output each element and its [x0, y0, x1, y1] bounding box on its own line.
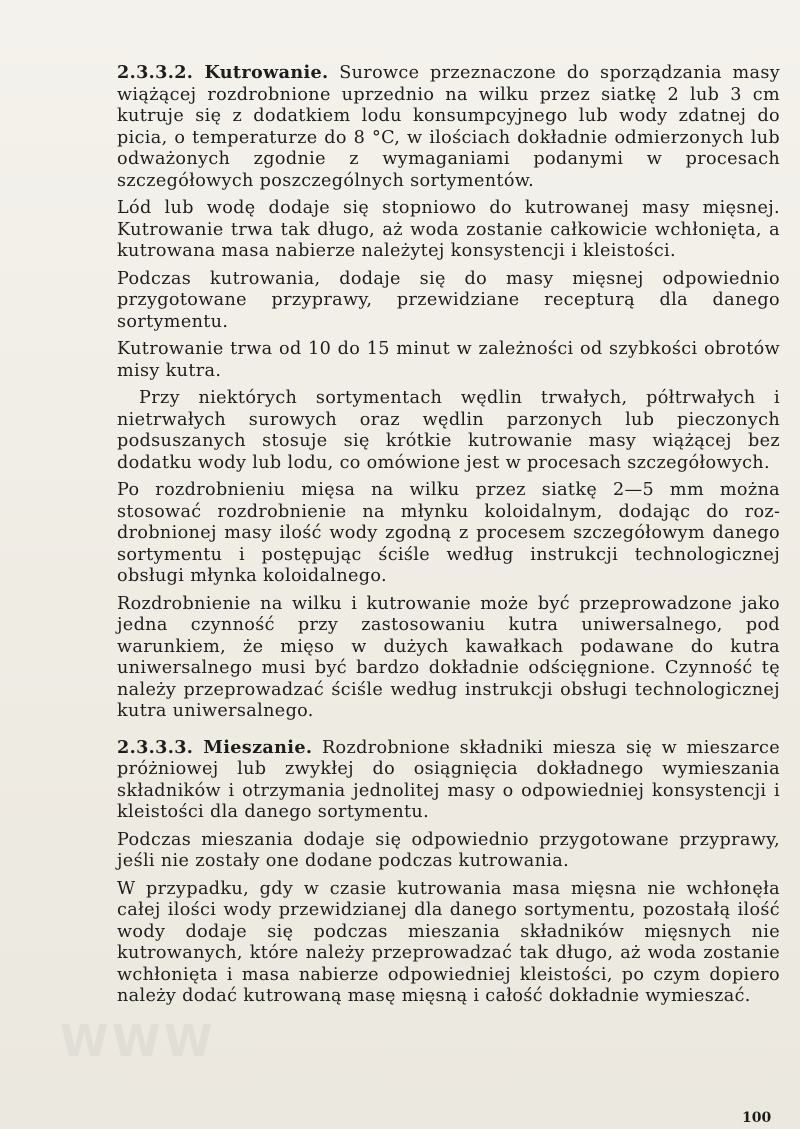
page-number: 100	[742, 1110, 772, 1126]
section-title: Kutrowanie.	[204, 62, 329, 83]
section-mieszanie-heading	[117, 737, 312, 758]
section-number: 2.3.3.3.	[117, 736, 194, 758]
paragraph: Lód lub wodę dodaje się stopniowo do kutrowanej masy mięsnej. Kutrowanie trwa tak długo, aż woda zostanie całkowicie wchłonięta, a kutrowana masa nabierze należytej konsystencji i kleistości.	[117, 198, 780, 261]
svg-text:W: W	[60, 1016, 109, 1067]
text-column	[117, 62, 780, 1014]
paragraph: Przy niektórych sortymentach wędlin trwałych, półtrwałych i nietrwałych surowych oraz wędlin parzonych lub pieczonych podsuszanych stosuje się krótkie kutrowanie masy wiążącej bez dodatku wody lub lodu, co omówione jest w procesach szczegółowych.	[117, 388, 780, 473]
section-intro-text: Surowce przeznaczone do sporządzania masy wiążącej rozdrobnione uprzednio na wilku przez siatkę 2 lub 3 cm kutruje się z dodatkiem lodu konsumpcyjnego lub wody zdatnej do picia, o temperaturze do 8 °C, w ilościach dokładnie odmierzonych lub odważonych zgodnie z wymaganiami podanymi w procesach szczegółowych poszczególnych sortymentów.	[117, 63, 780, 191]
svg-text:W: W	[112, 1016, 161, 1067]
paragraph: Rozdrobnienie na wilku i kutrowanie może być przeprowadzone jako jedna czynność przy zastosowaniu kutra uniwersalnego, pod warunkiem, że mięso w dużych kawałkach podawane do kutra uniwersalnego musi być bardzo dokładnie odścięgnione. Czynność tę należy przeprowadzać ściśle według instrukcji obsługi technologicznej kutra uniwersalnego.	[117, 593, 780, 721]
section-intro-text: Rozdrobnione składniki miesza się w mieszarce próżniowej lub zwykłej do osiągnięcia dokładnego wymieszania składników i otrzymania jednolitej masy o odpowiedniej konsystencji i kleistości dla danego sortymentu.	[117, 737, 781, 822]
svg-text:W: W	[164, 1016, 213, 1067]
paragraph: W przypadku, gdy w czasie kutrowania masa mięsna nie wchłonęła całej ilości wody przewidzianej dla danego sortymentu, pozostałą ilość wody dodaje się podczas mieszania składników mięsnych nie kutrowanych, które należy przeprowadzać tak długo, aż woda zostanie wchłonięta i masa nabierze odpowiedniej kleistości, po czym dopiero należy dodać kutrowaną masę mięsną i całość dokładnie wymieszać.	[117, 878, 780, 1006]
paragraph: Podczas mieszania dodaje się odpowiednio przygotowane przyprawy, jeśli nie zostały one dodane podczas kutrowania.	[117, 829, 780, 871]
paragraph: Kutrowanie trwa od 10 do 15 minut w zależności od szybkości obrotów misy kutra.	[117, 339, 780, 381]
section-kutrowanie-intro	[117, 62, 780, 192]
section-mieszanie-intro	[117, 737, 780, 824]
paragraph: Po rozdrobnieniu mięsa na wilku przez siatkę 2—5 mm można stosować rozdrobnienie na młynku koloidalnym, dodając do rozdrobnionej masy ilość wody zgodną z procesem szczegółowym danego sortymentu i postępując ściśle według instrukcji technologicznej obsługi młynka koloidalnego.	[117, 480, 780, 586]
paragraph: Podczas kutrowania, dodaje się do masy mięsnej odpowiednio przygotowane przyprawy, przewidziane recepturą dla danego sortymentu.	[117, 268, 780, 332]
section-number: 2.3.3.2.	[117, 62, 194, 83]
section-kutrowanie-heading	[117, 62, 329, 83]
section-title: Mieszanie.	[203, 736, 313, 758]
watermark-logo	[60, 1012, 290, 1072]
